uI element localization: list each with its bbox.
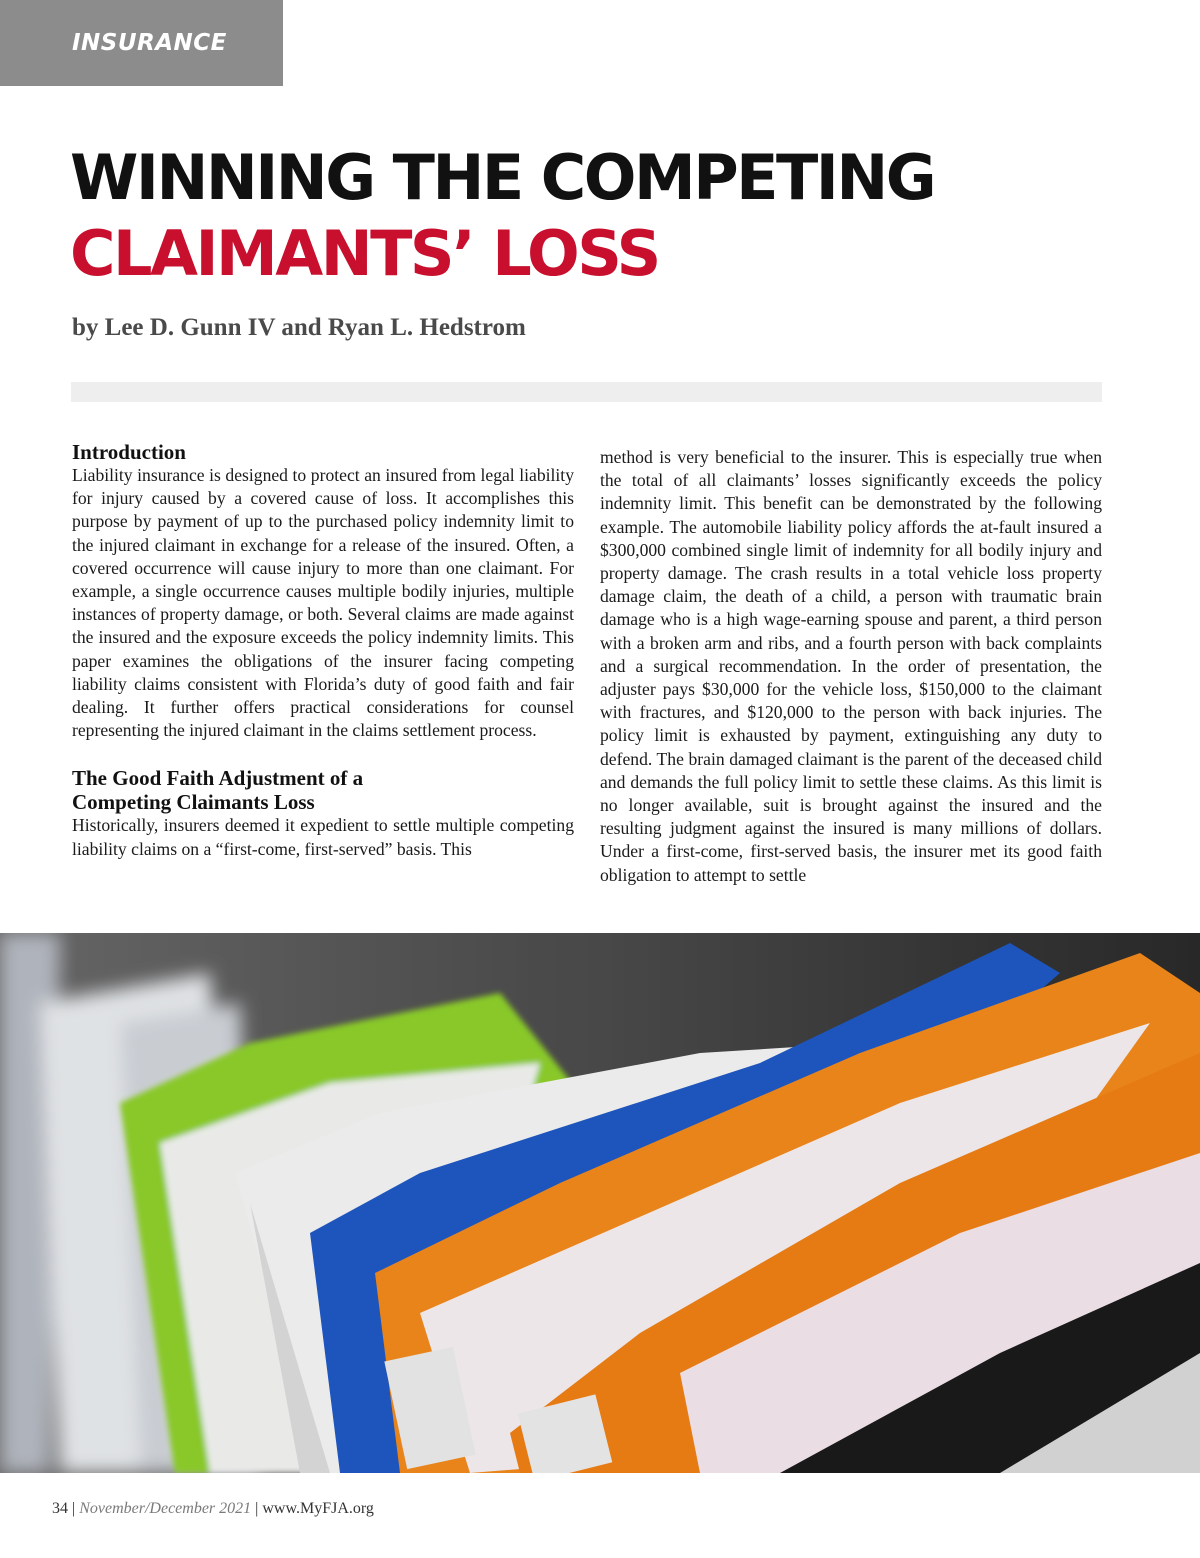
title-line-1: WINNING THE COMPETING <box>70 141 935 214</box>
footer-separator-2: | <box>255 1500 259 1517</box>
good-faith-paragraph: Historically, insurers deemed it expedient to settle multiple competing liability claims on a “first-come, first-served” basis. This <box>72 815 574 859</box>
byline: by Lee D. Gunn IV and Ryan L. Hedstrom <box>72 314 526 341</box>
right-column <box>600 446 1102 887</box>
section-tab <box>0 0 283 86</box>
good-faith-heading <box>72 766 574 814</box>
page-number: 34 <box>52 1500 68 1517</box>
binders-photo <box>0 933 1200 1473</box>
good-faith-heading-line-2: Competing Claimants Loss <box>72 790 315 815</box>
introduction-heading: Introduction <box>72 440 186 464</box>
page-footer <box>52 1500 374 1518</box>
title-line-2: CLAIMANTS’ LOSS <box>70 217 659 290</box>
continued-paragraph: method is very beneficial to the insurer. This is especially true when the total of all claimants’ losses significantly exceeds the policy indemnity limit. This benefit can be demonstrated by the following example. The automobile liability policy affords the at-fault insured a $300,000 combined single limit of indemnity for all bodily injury and property damage. The crash results in a total vehicle loss property damage claim, the death of a child, a person with traumatic brain damage who is a high wage-earning spouse and parent, a third person with a broken arm and ribs, and a fourth person with back complaints and a surgical recommendation. In the order of presentation, the adjuster pays $30,000 for the vehicle loss, $150,000 to the claimant with fractures, and $120,000 to the person with back injuries. The policy limit is exhausted by payment, extinguishing any duty to defend. The brain damaged claimant is the parent of the deceased child and demands the full policy limit to settle these claims. As this limit is no longer available, suit is brought against the insured and the resulting judgment against the insured is many millions of dollars. Under a first-come, first-served basis, the insurer met its good faith obligation to attempt to settle <box>600 447 1102 885</box>
issue-date: November/December 2021 <box>79 1500 252 1517</box>
section-label: INSURANCE <box>72 30 227 56</box>
good-faith-heading-line-1: The Good Faith Adjustment of a <box>72 766 364 791</box>
footer-separator-1: | <box>72 1500 76 1517</box>
article-title <box>70 140 934 292</box>
divider-bar <box>71 382 1102 402</box>
left-column <box>72 440 574 861</box>
introduction-paragraph: Liability insurance is designed to protect an insured from legal liability for injury caused by a covered cause of loss. It accomplishes this purpose by payment of up to the purchased policy indemnity limit to the injured claimant in exchange for a release of the insured. Often, a covered occurrence will cause injury to more than one claimant. For example, a single occurrence causes multiple bodily injuries, multiple instances of property damage, or both. Several claims are made against the insured and the exposure exceeds the policy indemnity limits. This paper examines the obligations of the insurer facing competing liability claims consistent with Florida’s duty of good faith and fair dealing. It further offers practical considerations for counsel representing the injured claimant in the claims settlement process. <box>72 465 574 741</box>
website-link[interactable]: www.MyFJA.org <box>262 1500 374 1517</box>
